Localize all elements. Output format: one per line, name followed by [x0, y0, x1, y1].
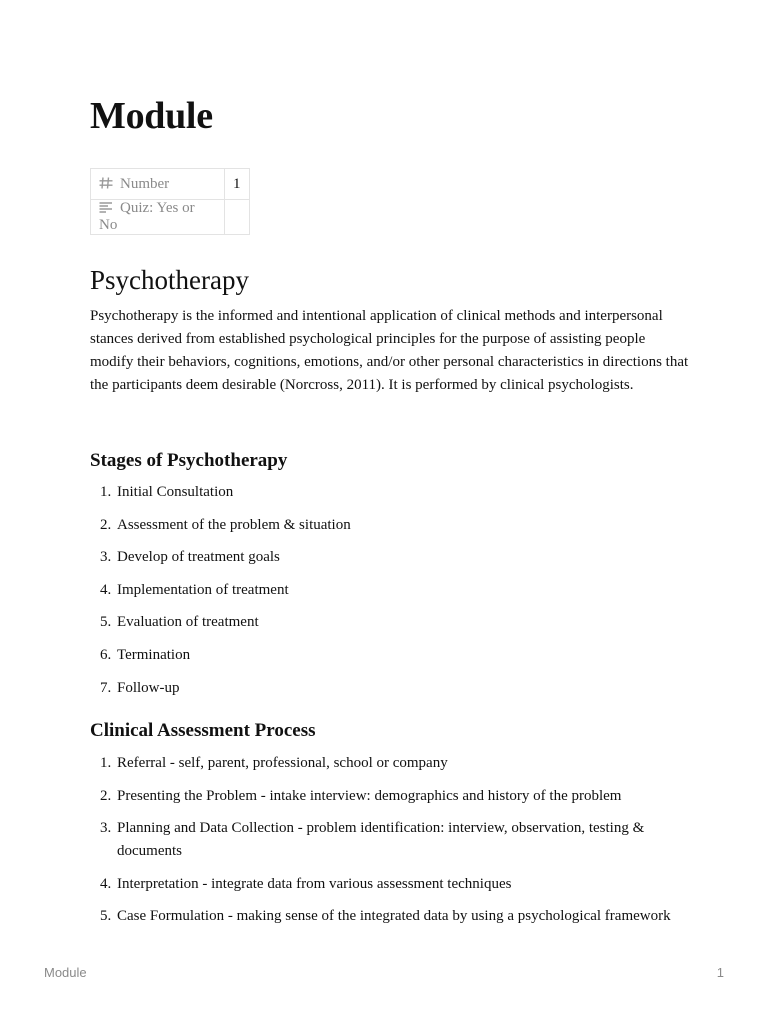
list-number: 1. [100, 755, 112, 771]
list-number: 1. [100, 484, 112, 500]
list-item [90, 546, 690, 569]
list-item-text: Follow-up [117, 679, 180, 696]
list-number: 6. [100, 646, 112, 663]
list-item-text: Termination [117, 646, 191, 663]
list-number: 3. [100, 549, 112, 566]
list-item [90, 905, 690, 928]
list-item [90, 785, 690, 808]
list-item [90, 644, 690, 667]
property-name: Quiz: Yes or No [99, 200, 195, 233]
clinical-heading: Clinical Assessment Process [90, 720, 316, 741]
properties-table [90, 168, 250, 235]
list-number: 7. [100, 679, 112, 696]
list-item-text: Presenting the Problem - intake interview: demographics and history of the problem [117, 787, 622, 804]
list-item [90, 817, 690, 863]
list-item-text: Implementation of treatment [117, 581, 289, 598]
list-item [90, 514, 690, 537]
list-item-text: Planning and Data Collection - problem identification: interview, observation, testing & documents [117, 820, 645, 860]
list-item-text: Initial Consultation [117, 484, 234, 500]
section-title: Psychotherapy [90, 265, 249, 295]
list-number: 4. [100, 875, 112, 892]
property-name-cell [91, 200, 225, 235]
list-item-text: Evaluation of treatment [117, 614, 259, 631]
list-item [90, 579, 690, 602]
text-lines-icon [99, 201, 113, 213]
stages-list [90, 481, 690, 709]
list-item [90, 752, 690, 775]
list-number: 5. [100, 614, 112, 631]
list-number: 5. [100, 908, 112, 925]
footer-title: Module [44, 965, 87, 980]
property-value[interactable] [225, 200, 250, 235]
list-item [90, 481, 690, 504]
property-name-cell [91, 169, 225, 200]
list-item-text: Assessment of the problem & situation [117, 516, 351, 533]
list-item-text: Interpretation - integrate data from various assessment techniques [117, 875, 512, 892]
intro-paragraph: Psychotherapy is the informed and intentional application of clinical methods and interpersonal stances derived from established psychological principles for the purpose of assisting people modify their behaviors, cognitions, emotions, and/or other personal characteristics in directions that the participants deem desirable (Norcross, 2011). It is performed by clinical psychologists. [90, 308, 689, 393]
clinical-list [90, 752, 690, 938]
list-item-text: Develop of treatment goals [117, 549, 280, 566]
property-value[interactable]: 1 [225, 169, 250, 200]
hash-icon [99, 177, 113, 189]
stages-heading: Stages of Psychotherapy [90, 450, 288, 471]
list-number: 2. [100, 516, 112, 533]
list-item [90, 873, 690, 896]
list-item-text: Referral - self, parent, professional, school or company [117, 755, 448, 771]
list-number: 3. [100, 820, 112, 837]
property-row-number [91, 169, 250, 200]
list-number: 2. [100, 787, 112, 804]
page-title: Module [90, 95, 213, 137]
list-number: 4. [100, 581, 112, 598]
list-item-text: Case Formulation - making sense of the integrated data by using a psychological framework [117, 908, 671, 925]
property-row-quiz [91, 200, 250, 235]
page-number: 1 [716, 965, 724, 980]
list-item [90, 611, 690, 634]
list-item [90, 677, 690, 700]
property-name: Number [120, 175, 170, 192]
